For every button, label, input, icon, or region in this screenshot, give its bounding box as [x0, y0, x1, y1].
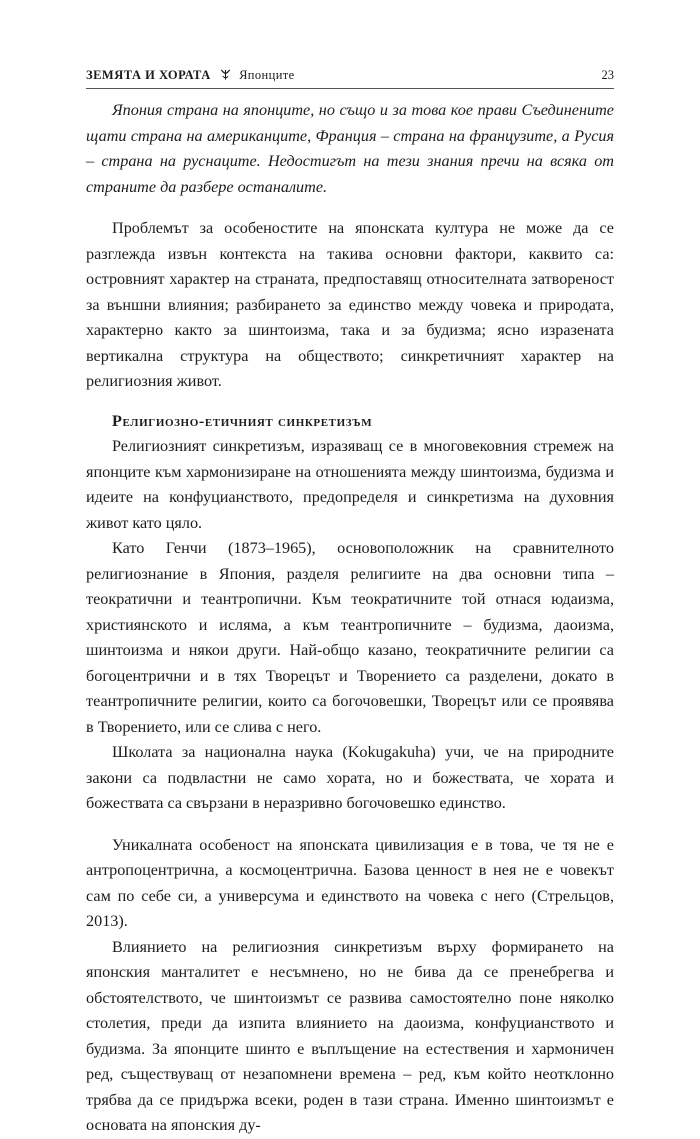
paragraph: Проблемът за особеностите на японската култура не може да се разглежда извън контекста на такива основни фактори, каквито са: островният характер на страната, предпоставящ относителната затвореност за външни влияния; разбирането за единство между човека и природата, характерно както за шинтоизма, така и за будизма; ясно изразената вертикална структура на обществото; синкретичният характер на религиозния живот. [86, 219, 614, 390]
italic-quote-paragraph: Япония страна на японците, но също и за това кое прави Съединените щати страна на американците, Франция – страна на французите, а Русия – страна на руснаците. Недостигът на тези знания пречи на всяка от страните да разбере останалите. [86, 101, 614, 196]
page-body [86, 98, 614, 1139]
paragraph: Школата за национална наука (Kokugakuha) учи, че на природните закони са подвластни не само хората, но и божествата, че хората и божествата са свързани в неразривно богочовешко единство. [86, 743, 614, 812]
paragraph: Като Генчи (1873–1965), основоположник на сравнителното религиознание в Япония, разделя религиите на два основни типа – теократични и теантропични. Към теократичните той отнася юдаизма, християнското и исляма, а към теантропичните – будизма, даоизма, шинтоизма и някои други. Най-общо казано, теократичните религии са богоцентрични и в тях Творецът и Творението са разделени, докато в теантропичните религии, които са богочовешки, Творецът или се проявява в Творението, или се слива с него. [86, 539, 614, 736]
lotus-icon [220, 69, 231, 80]
paragraph: Религиозният синкретизъм, изразяващ се в многовековния стремеж на японците към хармонизиране на отношенията между шинтоизма, будизма и идеите на конфуцианството, предопределя и синкретизма на духовния живот като цяло. [86, 437, 614, 532]
header-section-title: ЗЕМЯТА И ХОРАТА [86, 68, 211, 82]
page-number: 23 [601, 68, 614, 82]
paragraph: Уникалната особеност на японската цивилизация е в това, че тя не е антропоцентрична, а космоцентрична. Базова ценност в нея не е човекът сам по себе си, а универсума и единството на човека с него (Стрельцов, 2013). [86, 835, 614, 930]
paragraph: Влиянието на религиозния синкретизъм върху формирането на японския манталитет е несъмнено, но не бива да се пренебрегва и обстоятелството, че шинтоизмът се развива самостоятелно поне няколко столетия, преди да изпита влиянието на даоизма, конфуцианството и будизма. За японците шинто е въплъщение на естествения и хармоничен ред, съществуващ от незапомнени времена – ред, към който неотклонно трябва да се придържа всеки, роден в тази страна. Именно шинтоизмът е основата на японския ду- [86, 937, 614, 1134]
section-heading: Религиозно-етичният синкретизъм [112, 411, 373, 430]
header-chapter-title: Японците [239, 68, 295, 82]
running-header [86, 64, 614, 89]
